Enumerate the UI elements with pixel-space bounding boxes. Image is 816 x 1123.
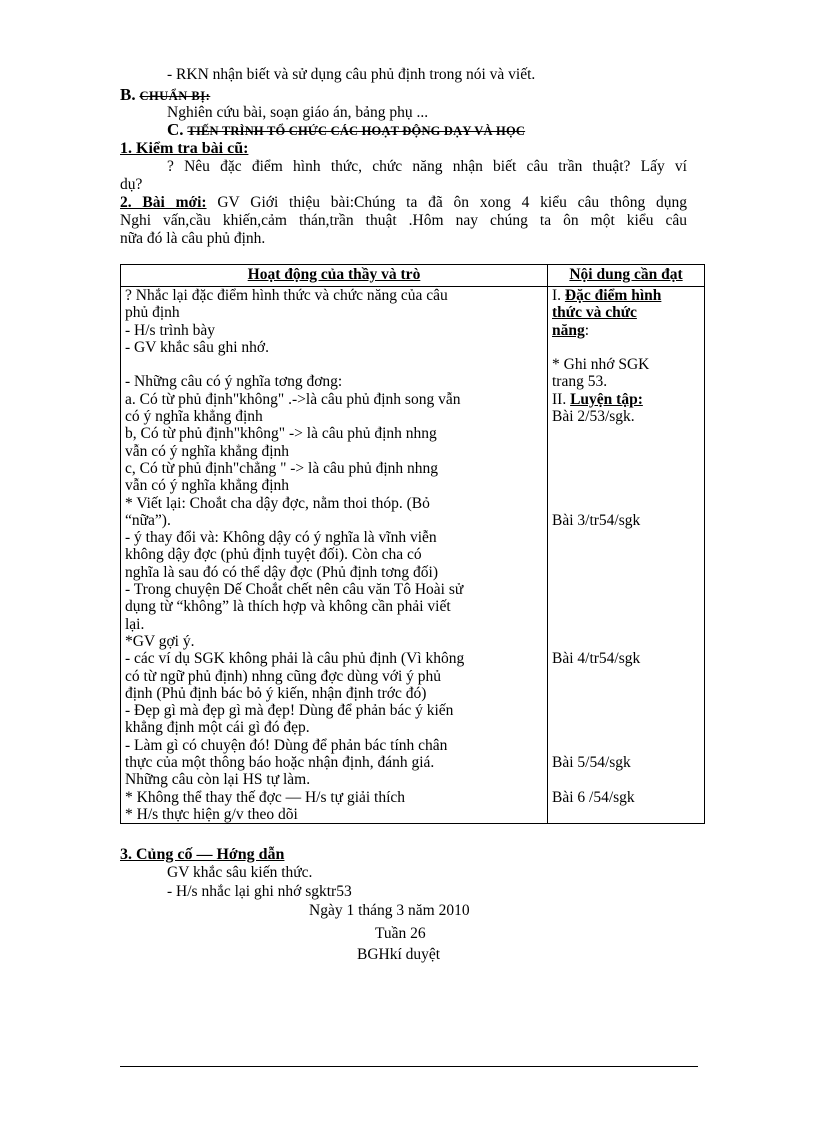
table-left-line: khẳng định một cái gì đó đẹp.: [125, 719, 310, 737]
table-left-line: * Không thể thay thế đợc — H/s tự giải thích: [125, 788, 406, 806]
table-left-line: - GV khắc sâu ghi nhớ.: [125, 338, 269, 356]
bai3: Bài 3/tr54/sgk: [552, 511, 641, 529]
item1-num: I.: [552, 287, 562, 304]
table-left-line: ? Nhắc lại đặc điểm hình thức và chức năng của câu: [125, 287, 448, 304]
bai4: Bài 4/tr54/sgk: [552, 650, 641, 668]
section-c: [167, 121, 525, 140]
intro-line: - RKN nhận biết và sử dụng câu phủ định trong nói và viết.: [167, 66, 536, 83]
note-a: * Ghi nhớ SGK: [552, 356, 650, 374]
table-left-line: Những câu còn lại HS tự làm.: [125, 771, 311, 789]
section-b-title: CHUẨN BỊ:: [139, 89, 211, 103]
table-left-line: c, Có từ phủ định"chẳng " -> là câu phủ định nhng: [125, 459, 439, 477]
table-left-line: - các ví dụ SGK không phải là câu phủ định (Vì không: [125, 650, 465, 668]
part2-line1: [120, 194, 687, 212]
section-b: [120, 86, 210, 105]
lesson-table: [120, 264, 705, 824]
table-left-line: - H/s trình bày: [125, 321, 215, 339]
section-c-title: TIẾN TRÌNH TỔ CHỨC CÁC HOẠT ĐỘNG DẠY VÀ HỌC: [187, 124, 526, 138]
part3-line1: GV khắc sâu kiến thức.: [167, 864, 313, 881]
table-left-line: b, Có từ phủ định"không" -> là câu phủ định nhng: [125, 425, 437, 443]
table-right-column: [548, 287, 705, 824]
table-left-line: a. Có từ phủ định"không" .->là câu phủ định song vẫn: [125, 390, 461, 408]
bai6: Bài 6 /54/sgk: [552, 788, 635, 806]
section-b-content: Nghiên cứu bài, soạn giáo án, bảng phụ ...: [167, 104, 429, 121]
part2-label: 2. Bài mới:: [120, 194, 207, 211]
table-left-line: vẫn có ý nghĩa khẳng định: [125, 477, 290, 495]
item2-title: Luyện tập:: [570, 390, 643, 408]
section-c-letter: C.: [167, 120, 184, 139]
table-left-line: - Làm gì có chuyện đó! Dùng để phản bác tính chân: [125, 736, 448, 754]
table-left-line: lại.: [125, 615, 145, 633]
table-left-line: - Đẹp gì mà đẹp gì mà đẹp! Dùng để phản bác ý kiến: [125, 702, 454, 720]
bottom-rule: [120, 1066, 698, 1067]
part3-heading: 3. Củng cố — Hớng dẫn: [120, 846, 285, 863]
part3-line2: - H/s nhắc lại ghi nhớ sgktr53: [167, 883, 352, 900]
footer-date: Ngày 1 tháng 3 năm 2010: [309, 902, 470, 919]
part2-line2: Nghi vấn,cầu khiến,cảm thán,trần thuật .Hôm nay chúng ta ôn một kiểu câu: [120, 212, 687, 229]
part1-heading: 1. Kiểm tra bài cũ:: [120, 140, 249, 157]
table-header-right: Nội dung cần đạt: [548, 265, 705, 287]
table-left-line: - ý thay đổi và: Không dậy có ý nghĩa là vĩnh viễn: [125, 529, 437, 547]
table-left-line: * Viết lại: Choắt cha dậy đợc, nằm thoi thóp. (Bỏ: [125, 494, 430, 512]
table-left-column: [121, 287, 548, 824]
part2-line3: nữa đó là câu phủ định.: [120, 230, 266, 247]
part1-question-cont: dụ?: [120, 176, 143, 193]
table-left-line: “nữa”).: [125, 511, 171, 529]
table-left-line: * H/s thực hiện g/v theo dõi: [125, 805, 298, 823]
part1-question: ? Nêu đặc điểm hình thức, chức năng nhận biết câu trần thuật? Lấy ví: [167, 158, 687, 175]
table-left-line: có từ ngữ phủ định) nhng cũng đợc dùng với ý phủ: [125, 667, 442, 685]
item1-title-a: Đặc điểm hình: [564, 287, 662, 304]
table-left-line: nghĩa là sau đó có thể dậy đợc (Phủ định tơng đối): [125, 563, 438, 581]
table-left-line: vẫn có ý nghĩa khẳng định: [125, 442, 290, 460]
table-left-line: - Những câu có ý nghĩa tơng đơng:: [125, 373, 343, 391]
item1-title-b: thức và chức: [552, 304, 637, 322]
part2-text1: GV Giới thiệu bài:Chúng ta đã ôn xong 4 kiểu câu thông dụng: [217, 194, 688, 211]
item1-colon: :: [584, 321, 590, 339]
table-left-line: định (Phủ định bác bỏ ý kiến, nhận định trớc đó): [125, 684, 427, 702]
table-left-line: *GV gợi ý.: [125, 632, 195, 650]
footer-approval: BGHkí duyệt: [357, 946, 441, 963]
table-left-line: dụng từ “không” là thích hợp và không cần phải viết: [125, 598, 451, 616]
section-b-letter: B.: [120, 85, 136, 104]
table-left-line: thực của một thông báo hoặc nhận định, đánh giá.: [125, 754, 435, 772]
table-left-line: phủ định: [125, 304, 180, 322]
note-b: trang 53.: [552, 373, 608, 391]
table-left-line: - Trong chuyện Dế Choắt chết nên câu văn Tô Hoài sử: [125, 581, 464, 599]
table-left-line: có ý nghĩa khẳng định: [125, 408, 263, 426]
table-header-left: Hoạt động của thầy và trò: [121, 265, 548, 287]
bai5: Bài 5/54/sgk: [552, 754, 631, 772]
item1-title-c: năng: [552, 321, 585, 339]
table-left-line: không dậy đợc (phủ định tuyệt đối). Còn cha có: [125, 546, 422, 564]
table-left-line: [125, 356, 543, 373]
footer-week: Tuần 26: [375, 925, 426, 942]
item2-num: II.: [552, 390, 567, 408]
bai2: Bài 2/53/sgk.: [552, 408, 635, 426]
